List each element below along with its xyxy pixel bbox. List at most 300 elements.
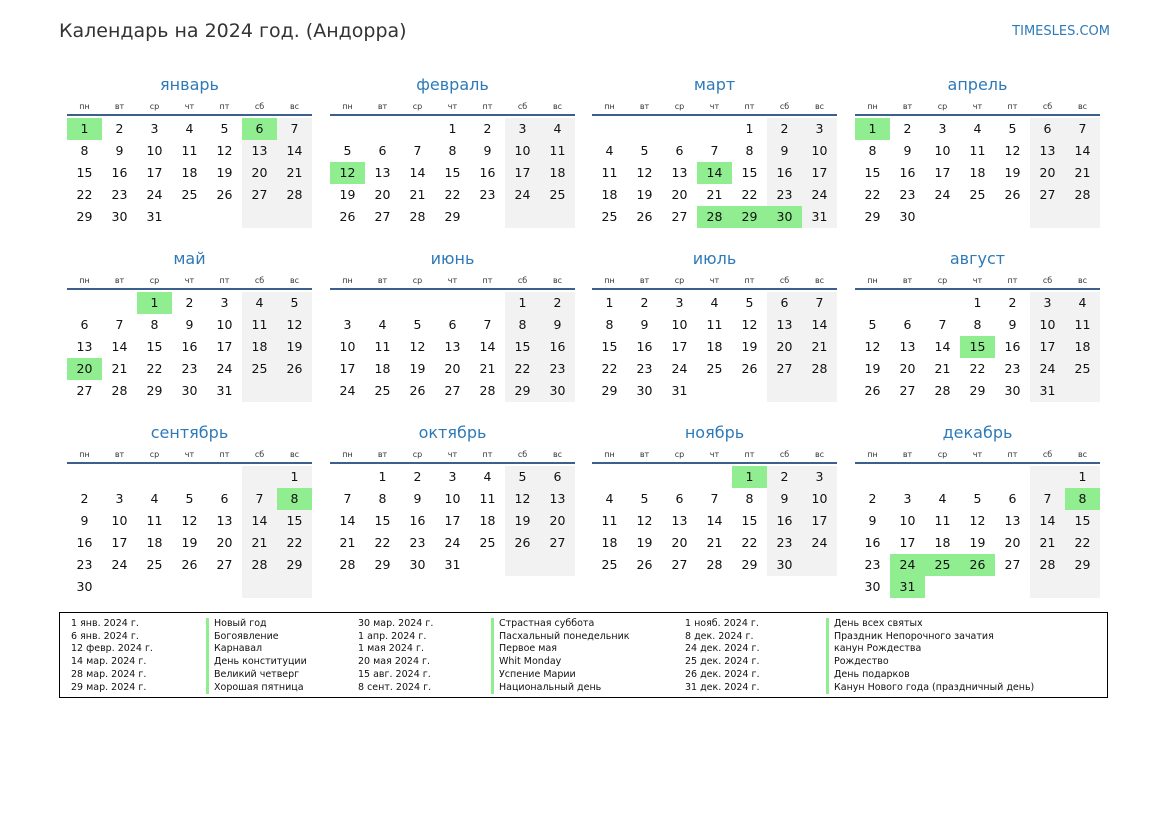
day-cell: 15 [444, 165, 461, 180]
weekday-label: пн [79, 450, 90, 459]
holiday-name: Страстная суббота [491, 618, 630, 631]
day-empty [1065, 576, 1100, 598]
day-cell: 7 [802, 292, 837, 314]
day-cell: 14 [339, 513, 356, 528]
day-cell: 17 [934, 165, 951, 180]
day-cell: 25 [479, 535, 496, 550]
day-cell: 2 [483, 121, 492, 136]
holiday-date: 14 мар. 2024 г. [71, 656, 147, 668]
day-cell: 27 [216, 557, 233, 572]
weekday-label: вс [1077, 276, 1088, 285]
day-cell: 7 [115, 317, 124, 332]
holiday-name: День подарков [826, 669, 1034, 682]
weekday-label: вс [289, 276, 300, 285]
day-cell: 6 [1008, 491, 1017, 506]
day-cell: 13 [76, 339, 93, 354]
holiday-date: 31 дек. 2024 г. [685, 681, 760, 693]
day-cell: 9 [767, 140, 802, 162]
day-cell-holiday: 25 [925, 554, 960, 576]
day-cell: 10 [802, 140, 837, 162]
weekday-label: сб [1042, 450, 1053, 459]
day-empty [505, 206, 540, 228]
day-cell: 21 [1065, 162, 1100, 184]
day-cell: 21 [339, 535, 356, 550]
weekday-label: пт [482, 102, 493, 111]
day-cell: 2 [80, 491, 89, 506]
month-3 [592, 75, 837, 228]
day-cell-holiday: 8 [1065, 488, 1100, 510]
day-cell: 5 [1008, 121, 1017, 136]
month-10 [330, 423, 575, 576]
day-cell: 30 [899, 209, 916, 224]
weekday-header [855, 273, 1100, 290]
day-cell-holiday: 28 [697, 206, 732, 228]
day-cell: 3 [802, 466, 837, 488]
day-cell: 18 [374, 361, 391, 376]
day-cell: 17 [111, 535, 128, 550]
day-cell: 21 [409, 187, 426, 202]
day-cell: 12 [864, 339, 881, 354]
day-cell-holiday: 24 [890, 554, 925, 576]
weekday-label: вс [814, 102, 825, 111]
day-cell: 17 [146, 165, 163, 180]
day-cell: 9 [185, 317, 194, 332]
day-cell: 10 [111, 513, 128, 528]
day-cell-holiday: 1 [67, 118, 102, 140]
month-title: июль [692, 249, 737, 268]
day-cell: 19 [216, 165, 233, 180]
holiday-dates-column-2 [358, 618, 433, 694]
weekday-label: сб [254, 450, 265, 459]
day-cell: 1 [277, 466, 312, 488]
day-cell: 13 [899, 339, 916, 354]
holiday-date: 1 апр. 2024 г. [358, 630, 427, 642]
holiday-name: Канун Нового года (праздничный день) [826, 682, 1034, 695]
day-empty [137, 466, 172, 488]
day-cell: 13 [671, 513, 688, 528]
day-cell: 5 [220, 121, 229, 136]
day-cell: 21 [706, 187, 723, 202]
month-6 [330, 249, 575, 402]
day-cell: 13 [1004, 513, 1021, 528]
holiday-name: Великий четверг [206, 669, 307, 682]
day-cell: 16 [76, 535, 93, 550]
day-cell: 4 [242, 292, 277, 314]
day-cell: 2 [868, 491, 877, 506]
day-cell: 26 [636, 557, 653, 572]
month-title: май [173, 249, 206, 268]
weekday-label: вс [1077, 102, 1088, 111]
weekday-label: пт [744, 102, 755, 111]
holiday-date: 6 янв. 2024 г. [71, 630, 139, 642]
weekday-label: чт [972, 450, 983, 459]
weekday-label: пт [219, 276, 230, 285]
day-cell: 22 [741, 535, 758, 550]
weekday-label: сб [779, 450, 790, 459]
day-cell: 18 [934, 535, 951, 550]
day-cell: 12 [636, 513, 653, 528]
month-7 [592, 249, 837, 402]
month-2 [330, 75, 575, 228]
weekday-label: сб [517, 450, 528, 459]
day-empty [102, 576, 137, 598]
day-empty [890, 466, 925, 488]
day-cell: 23 [636, 361, 653, 376]
day-cell: 9 [640, 317, 649, 332]
holiday-names-column-3 [826, 618, 1034, 694]
day-empty [662, 118, 697, 140]
month-11 [592, 423, 837, 576]
day-cell: 23 [899, 187, 916, 202]
weekday-label: пт [744, 450, 755, 459]
day-cell-holiday: 1 [137, 292, 172, 314]
day-cell: 10 [339, 339, 356, 354]
day-cell: 10 [899, 513, 916, 528]
day-cell: 4 [378, 317, 387, 332]
weekday-label: вт [377, 450, 388, 459]
day-cell: 5 [640, 491, 649, 506]
day-cell: 16 [409, 513, 426, 528]
day-empty [697, 466, 732, 488]
day-cell: 3 [343, 317, 352, 332]
day-empty [207, 466, 242, 488]
day-cell: 7 [1065, 118, 1100, 140]
day-cell: 9 [767, 488, 802, 510]
day-cell: 24 [216, 361, 233, 376]
weekday-label: ср [674, 102, 685, 111]
day-cell: 3 [220, 295, 229, 310]
weekday-label: ср [412, 450, 423, 459]
day-cell: 26 [409, 383, 426, 398]
day-cell: 30 [1004, 383, 1021, 398]
weekday-label: пн [604, 450, 615, 459]
day-cell: 22 [864, 187, 881, 202]
day-cell: 5 [745, 295, 754, 310]
days-grid [67, 118, 312, 228]
day-cell: 20 [444, 361, 461, 376]
day-cell: 30 [111, 209, 128, 224]
day-cell: 10 [934, 143, 951, 158]
day-cell: 10 [802, 488, 837, 510]
day-cell: 15 [374, 513, 391, 528]
day-cell: 26 [741, 361, 758, 376]
holiday-date: 1 янв. 2024 г. [71, 618, 139, 629]
day-cell: 26 [181, 557, 198, 572]
day-cell: 18 [540, 162, 575, 184]
day-empty [242, 380, 277, 402]
day-cell: 26 [636, 209, 653, 224]
day-cell: 11 [540, 140, 575, 162]
day-cell: 5 [868, 317, 877, 332]
day-cell: 7 [710, 491, 719, 506]
weekday-label: вт [114, 102, 125, 111]
day-cell: 16 [636, 339, 653, 354]
days-grid [855, 118, 1100, 228]
day-cell: 29 [374, 557, 391, 572]
holiday-date: 8 дек. 2024 г. [685, 630, 754, 642]
day-cell: 5 [505, 466, 540, 488]
day-cell: 24 [934, 187, 951, 202]
day-cell: 8 [378, 491, 387, 506]
day-empty [435, 292, 470, 314]
day-cell: 25 [601, 557, 618, 572]
day-cell: 9 [413, 491, 422, 506]
day-cell: 17 [1030, 336, 1065, 358]
day-cell: 15 [146, 339, 163, 354]
day-cell-holiday: 6 [242, 118, 277, 140]
day-cell: 4 [605, 143, 614, 158]
day-cell: 15 [1065, 510, 1100, 532]
day-cell: 20 [767, 336, 802, 358]
day-cell: 22 [277, 532, 312, 554]
weekday-label: сб [1042, 276, 1053, 285]
day-cell: 30 [636, 383, 653, 398]
weekday-header [330, 447, 575, 464]
day-cell: 21 [479, 361, 496, 376]
day-cell: 8 [745, 491, 754, 506]
day-cell: 2 [540, 292, 575, 314]
holiday-name: Богоявление [206, 631, 307, 644]
day-cell: 4 [150, 491, 159, 506]
weekday-label: ср [149, 102, 160, 111]
day-cell: 18 [146, 535, 163, 550]
day-empty [172, 466, 207, 488]
day-cell: 19 [636, 187, 653, 202]
day-cell: 19 [339, 187, 356, 202]
day-cell: 2 [640, 295, 649, 310]
day-cell: 28 [409, 209, 426, 224]
day-cell: 13 [1030, 140, 1065, 162]
weekday-label: чт [972, 102, 983, 111]
weekday-label: вс [814, 450, 825, 459]
day-cell: 21 [242, 532, 277, 554]
holiday-name: Первое мая [491, 643, 630, 656]
month-12 [855, 423, 1100, 598]
day-cell: 21 [934, 361, 951, 376]
day-cell: 8 [605, 317, 614, 332]
day-empty [330, 466, 365, 488]
day-cell: 28 [802, 358, 837, 380]
day-cell: 19 [505, 510, 540, 532]
day-cell: 7 [1030, 488, 1065, 510]
month-9 [67, 423, 312, 598]
weekday-label: ср [937, 450, 948, 459]
weekday-label: вс [552, 450, 563, 459]
weekday-header [592, 447, 837, 464]
day-cell: 14 [479, 339, 496, 354]
day-cell: 12 [636, 165, 653, 180]
day-cell: 22 [969, 361, 986, 376]
day-cell: 22 [1065, 532, 1100, 554]
day-cell: 13 [671, 165, 688, 180]
weekday-label: вт [902, 276, 913, 285]
weekday-label: пн [342, 102, 353, 111]
day-cell: 19 [864, 361, 881, 376]
month-8 [855, 249, 1100, 402]
weekday-label: вт [639, 102, 650, 111]
day-cell: 1 [448, 121, 457, 136]
holiday-name: Национальный день [491, 682, 630, 695]
day-empty [855, 466, 890, 488]
day-cell: 12 [216, 143, 233, 158]
weekday-label: вт [902, 450, 913, 459]
weekday-label: вс [814, 276, 825, 285]
day-cell: 1 [505, 292, 540, 314]
day-cell: 28 [1065, 184, 1100, 206]
day-cell: 15 [601, 339, 618, 354]
day-cell: 8 [868, 143, 877, 158]
day-empty [137, 576, 172, 598]
weekday-label: вт [639, 450, 650, 459]
day-cell-holiday: 20 [67, 358, 102, 380]
day-cell: 5 [343, 143, 352, 158]
weekday-label: сб [1042, 102, 1053, 111]
day-cell: 22 [741, 187, 758, 202]
weekday-label: чт [447, 276, 458, 285]
day-empty [540, 554, 575, 576]
day-cell: 25 [969, 187, 986, 202]
holiday-name: Успение Марии [491, 669, 630, 682]
day-cell: 23 [76, 557, 93, 572]
day-cell: 14 [409, 165, 426, 180]
day-cell: 7 [483, 317, 492, 332]
weekday-label: чт [447, 450, 458, 459]
day-cell: 8 [448, 143, 457, 158]
day-cell: 20 [899, 361, 916, 376]
day-cell: 23 [767, 532, 802, 554]
day-cell: 1 [378, 469, 387, 484]
day-cell: 7 [938, 317, 947, 332]
day-empty [540, 206, 575, 228]
weekday-label: ср [674, 276, 685, 285]
weekday-label: вс [289, 102, 300, 111]
day-cell: 6 [220, 491, 229, 506]
day-cell: 12 [1004, 143, 1021, 158]
weekday-label: ср [412, 102, 423, 111]
month-title: июнь [430, 249, 475, 268]
day-empty [960, 576, 995, 598]
site-link[interactable]: TIMESLES.COM [1012, 24, 1110, 39]
day-cell: 8 [973, 317, 982, 332]
day-cell: 24 [802, 532, 837, 554]
day-cell: 9 [903, 143, 912, 158]
weekday-label: пн [867, 102, 878, 111]
day-cell: 4 [938, 491, 947, 506]
day-empty [802, 554, 837, 576]
day-empty [960, 206, 995, 228]
day-cell: 20 [216, 535, 233, 550]
day-cell: 3 [150, 121, 159, 136]
day-cell: 16 [181, 339, 198, 354]
day-cell: 18 [1065, 336, 1100, 358]
day-cell: 2 [903, 121, 912, 136]
month-title: октябрь [418, 423, 487, 442]
day-empty [505, 554, 540, 576]
day-cell: 16 [767, 162, 802, 184]
day-cell: 3 [448, 469, 457, 484]
day-cell: 2 [413, 469, 422, 484]
day-cell: 20 [540, 510, 575, 532]
weekday-label: вс [1077, 450, 1088, 459]
day-cell: 19 [181, 535, 198, 550]
day-cell-holiday: 1 [732, 466, 767, 488]
day-cell: 4 [540, 118, 575, 140]
day-empty [207, 576, 242, 598]
day-cell: 23 [111, 187, 128, 202]
day-cell: 10 [671, 317, 688, 332]
weekday-label: ср [149, 276, 160, 285]
day-cell: 27 [444, 383, 461, 398]
day-cell: 1 [605, 295, 614, 310]
day-cell: 14 [802, 314, 837, 336]
day-cell: 28 [111, 383, 128, 398]
weekday-label: вс [552, 276, 563, 285]
weekday-label: вт [377, 276, 388, 285]
day-cell: 28 [479, 383, 496, 398]
holiday-names-column-2 [491, 618, 630, 694]
day-cell: 2 [767, 118, 802, 140]
holiday-name: Whit Monday [491, 656, 630, 669]
day-empty [925, 576, 960, 598]
day-empty [697, 118, 732, 140]
weekday-header [67, 273, 312, 290]
day-cell: 24 [802, 184, 837, 206]
day-cell: 21 [802, 336, 837, 358]
holiday-date: 29 мар. 2024 г. [71, 681, 147, 693]
day-empty [1030, 466, 1065, 488]
day-empty [890, 292, 925, 314]
holiday-date: 26 дек. 2024 г. [685, 668, 760, 680]
day-cell: 29 [146, 383, 163, 398]
day-cell: 30 [76, 579, 93, 594]
day-cell: 5 [640, 143, 649, 158]
day-cell: 28 [277, 184, 312, 206]
holiday-name: День конституции [206, 656, 307, 669]
day-cell: 13 [767, 314, 802, 336]
day-cell: 16 [479, 165, 496, 180]
day-cell: 27 [767, 358, 802, 380]
day-cell: 28 [1030, 554, 1065, 576]
day-cell: 27 [671, 557, 688, 572]
day-empty [592, 466, 627, 488]
day-cell: 23 [479, 187, 496, 202]
day-cell: 16 [1004, 339, 1021, 354]
day-cell: 6 [540, 466, 575, 488]
day-cell: 26 [1004, 187, 1021, 202]
days-grid [592, 466, 837, 576]
day-cell: 24 [444, 535, 461, 550]
weekday-label: пт [219, 450, 230, 459]
weekday-label: ср [674, 450, 685, 459]
day-cell: 3 [802, 118, 837, 140]
day-cell: 22 [76, 187, 93, 202]
day-cell: 8 [80, 143, 89, 158]
day-empty [102, 292, 137, 314]
day-cell: 4 [605, 491, 614, 506]
day-cell: 3 [505, 118, 540, 140]
days-grid [330, 292, 575, 402]
day-cell: 2 [115, 121, 124, 136]
day-cell: 31 [1030, 380, 1065, 402]
day-cell: 6 [1030, 118, 1065, 140]
day-cell: 1 [1065, 466, 1100, 488]
day-cell: 12 [741, 317, 758, 332]
day-cell: 16 [111, 165, 128, 180]
holiday-date: 30 мар. 2024 г. [358, 618, 434, 629]
weekday-label: сб [779, 276, 790, 285]
day-empty [767, 380, 802, 402]
day-empty [802, 380, 837, 402]
